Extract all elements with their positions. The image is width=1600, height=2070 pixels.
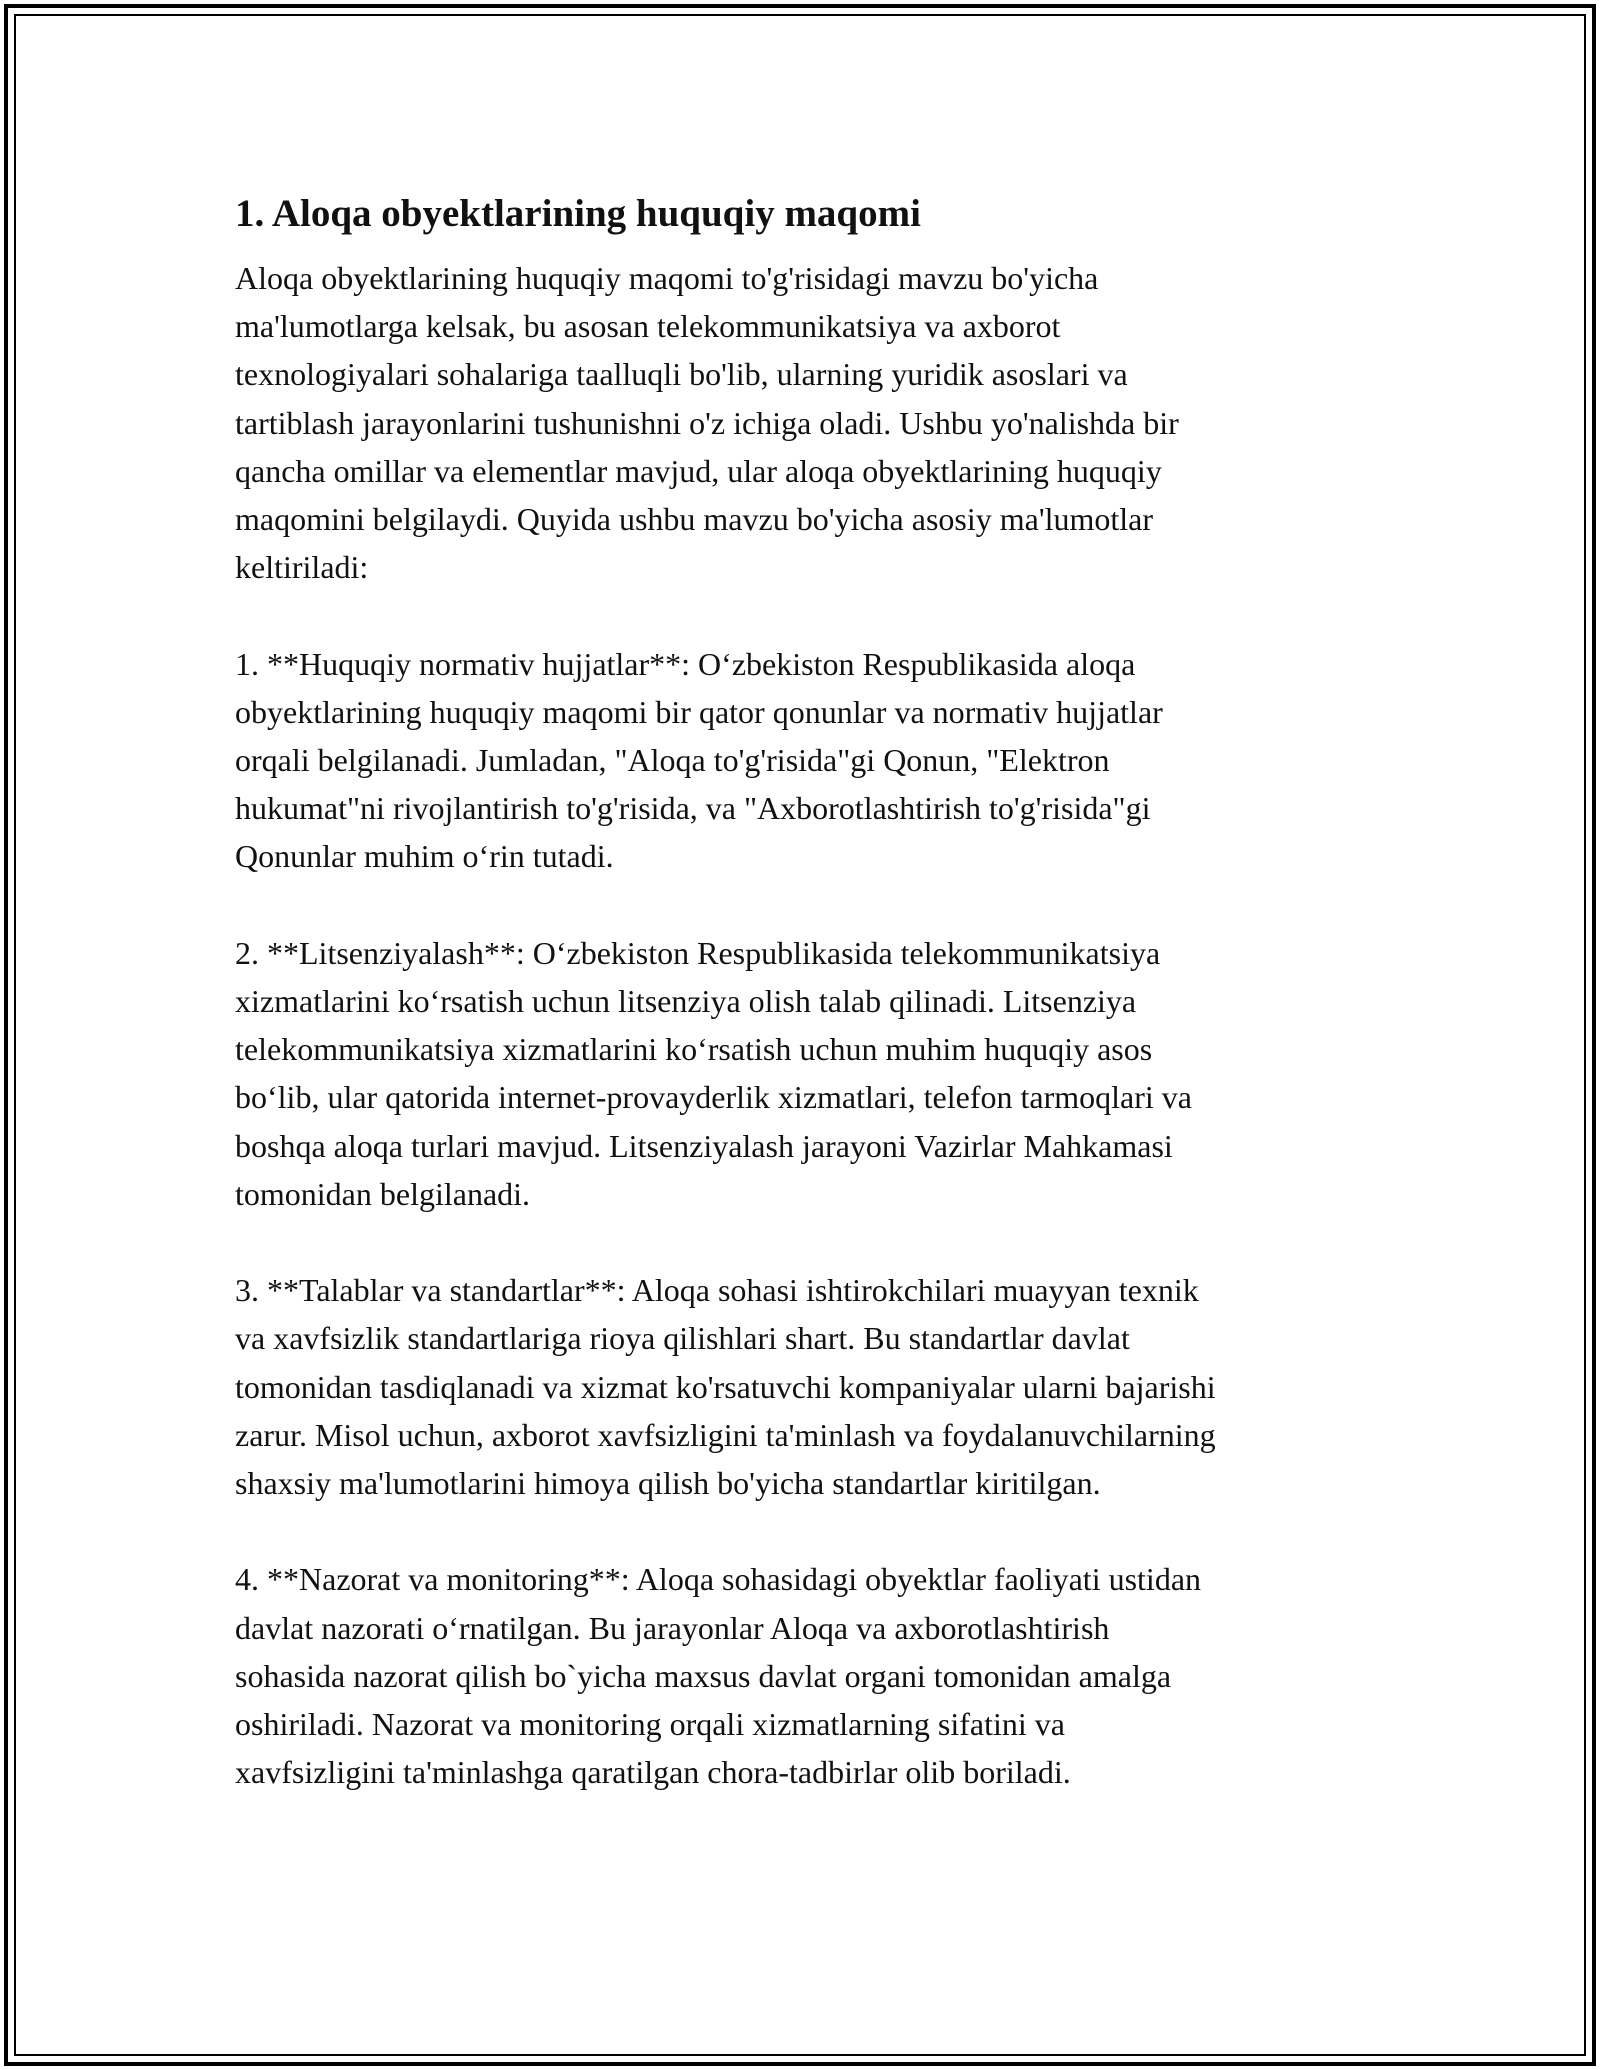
- paragraph-spacer: [235, 1507, 1375, 1555]
- paragraph-spacer: [235, 591, 1375, 639]
- paragraph-spacer: [235, 881, 1375, 929]
- intro-paragraph: Aloqa obyektlarining huquqiy maqomi to'g'risidagi mavzu bo'yicha ma'lumotlarga kelsak, bu asosan telekommunikatsiya va axborot texnologiyalari sohalariga taalluqli bo'lib, ularning yuridik asoslari va tartiblash jarayonlarini tushunishni o'z ichiga oladi. Ushbu yo'nalishda bir qancha omillar va elementlar mavjud, ular aloqa obyektlarining huquqiy maqomini belgilaydi. Quyida ushbu mavzu bo'yicha asosiy ma'lumotlar keltiriladi:: [235, 260, 1179, 586]
- list-item-4: 4. **Nazorat va monitoring**: Aloqa sohasidagi obyektlar faoliyati ustidan davlat nazorati oʻrnatilgan. Bu jarayonlar Aloqa va axborotlashtirish sohasida nazorat qilish bo`yicha maxsus davlat organi tomonidan amalga oshiriladi. Nazorat va monitoring orqali xizmatlarning sifatini va xavfsizligini ta'minlashga qaratilgan chora-tadbirlar olib boriladi.: [235, 1561, 1202, 1791]
- list-item-2: 2. **Litsenziyalash**: Oʻzbekiston Respublikasida telekommunikatsiya xizmatlarini koʻrsatish uchun litsenziya olish talab qilinadi. Litsenziya telekommunikatsiya xizmatlarini koʻrsatish uchun muhim huquqiy asos boʻlib, ular qatorida internet-provayderlik xizmatlari, telefon tarmoqlari va boshqa aloqa turlari mavjud. Litsenziyalash jarayoni Vazirlar Mahkamasi tomonidan belgilanadi.: [235, 934, 1192, 1212]
- paragraph-spacer: [235, 1218, 1375, 1266]
- document-body: [235, 186, 1375, 1796]
- list-item-1: 1. **Huquqiy normativ hujjatlar**: Oʻzbekiston Respublikasida aloqa obyektlarining huquqiy maqomi bir qator qonunlar va normativ hujjatlar orqali belgilanadi. Jumladan, "Aloqa to'g'risida"gi Qonun, "Elektron hukumat"ni rivojlantirish to'g'risida, va "Axborotlashtirish to'g'risida"gi Qonunlar muhim oʻrin tutadi.: [235, 645, 1163, 875]
- list-item-3: 3. **Talablar va standartlar**: Aloqa sohasi ishtirokchilari muayyan texnik va xavfsizlik standartlariga rioya qilishlari shart. Bu standartlar davlat tomonidan tasdiqlanadi va xizmat ko'rsatuvchi kompaniyalar ularni bajarishi zarur. Misol uchun, axborot xavfsizligini ta'minlash va foydalanuvchilarning shaxsiy ma'lumotlarini himoya qilish bo'yicha standartlar kiritilgan.: [235, 1272, 1216, 1502]
- document-title: 1. Aloqa obyektlarining huquqiy maqomi: [235, 192, 921, 235]
